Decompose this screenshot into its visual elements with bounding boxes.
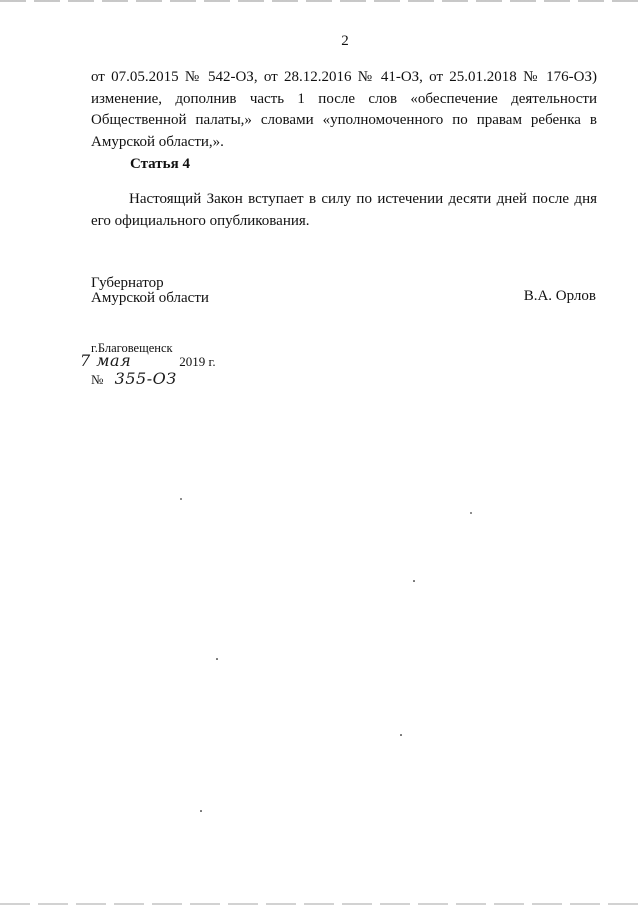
paragraph-line: Общественной палаты,» словами «уполномоченного по правам ребенка в — [91, 112, 597, 128]
issue-year: 2019 г. — [179, 354, 216, 369]
issue-place: г.Благовещенск — [91, 341, 173, 355]
handwritten-date: 7 мая — [80, 351, 132, 370]
scan-speck — [216, 658, 218, 660]
scan-speck — [470, 512, 472, 514]
article-4-heading: Статья 4 — [130, 156, 190, 172]
paragraph-line: Амурской области,». — [91, 133, 224, 150]
signatory-title — [91, 276, 209, 306]
signatory-name: В.А. Орлов — [523, 288, 596, 304]
paragraph-line: от 07.05.2015 № 542-ОЗ, от 28.12.2016 № 41-ОЗ, от 25.01.2018 № 176-ОЗ) — [91, 69, 597, 85]
article-4-text — [91, 189, 597, 232]
scan-edge-top — [0, 0, 640, 2]
signatory-title-line: Амурской области — [91, 290, 209, 306]
paragraph-line: его официального опубликования. — [91, 212, 310, 229]
law-number — [91, 369, 177, 388]
paragraph-line: Настоящий Закон вступает в силу по истечении десяти дней после дня — [129, 191, 597, 207]
handwritten-number: 355-ОЗ — [114, 369, 177, 388]
number-sign: № — [91, 372, 104, 387]
scan-speck — [180, 498, 182, 500]
signatory-title-line: Губернатор — [91, 275, 164, 291]
scan-speck — [400, 734, 402, 736]
scan-speck — [200, 810, 202, 812]
paragraph-line: изменение, дополнив часть 1 после слов «обеспечение деятельности — [91, 90, 597, 107]
amendment-paragraph — [91, 67, 597, 153]
page-number: 2 — [341, 33, 349, 49]
scan-speck — [413, 580, 415, 582]
